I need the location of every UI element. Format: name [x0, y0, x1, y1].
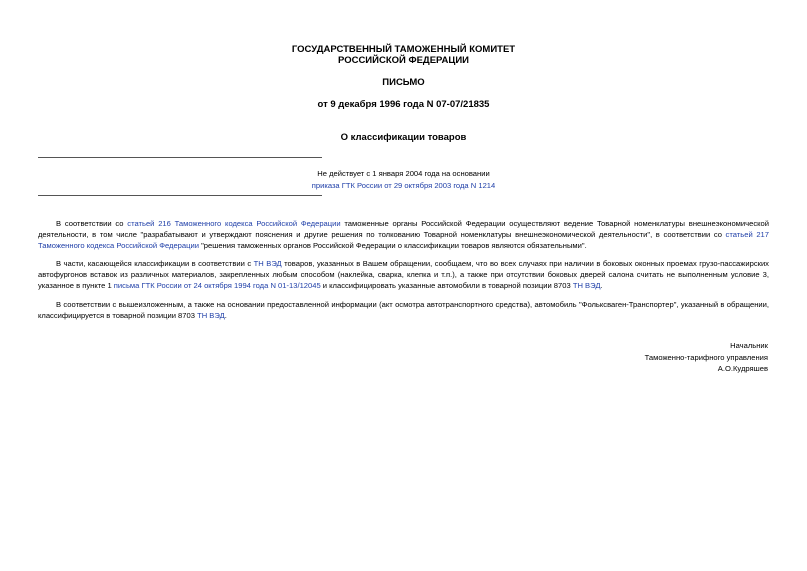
status-note-link-row: [0, 180, 807, 191]
link-tn-ved-3[interactable]: ТН ВЭД: [197, 311, 225, 320]
link-tn-ved-1[interactable]: ТН ВЭД: [253, 259, 282, 268]
document-date-number: от 9 декабря 1996 года N 07-07/21835: [317, 99, 490, 110]
paragraph-2: [38, 258, 769, 291]
link-article-216[interactable]: статьей 216 Таможенного кодекса Российской Федерации: [127, 219, 341, 228]
link-tn-ved-2[interactable]: ТН ВЭД: [572, 281, 601, 290]
bottom-divider: [38, 195, 322, 196]
document-type: ПИСЬМО: [382, 77, 425, 88]
document-subject: О классификации товаров: [340, 132, 467, 143]
p2-text-4: .: [600, 281, 603, 290]
signature-position: Начальник: [730, 341, 768, 350]
status-note-link[interactable]: приказа ГТК России от 29 октября 2003 года N 1214: [311, 181, 496, 190]
p2-text-2: товаров, указанных в Вашем обращении, сообщаем, что во всех случаях при наличии в боковых оконных проемах грузо-пассажирских автофургонов вставок из различных материалов, закрепленных любым способом (наклейка, сварка, клепка и т.п.), а также при отсутствии боковых дверей салона считать не выполненным условие 3, указанное в пункте 1: [38, 259, 769, 290]
p2-text-1: В части, касающейся классификации в соответствии с: [56, 259, 254, 268]
status-note-text: Не действует с 1 января 2004 года на основании: [317, 169, 490, 178]
issuer-line-1: ГОСУДАРСТВЕННЫЙ ТАМОЖЕННЫЙ КОМИТЕТ: [291, 44, 516, 55]
signature-name: А.О.Кудряшев: [717, 364, 768, 373]
issuer-line-2: РОССИЙСКОЙ ФЕДЕРАЦИИ: [337, 55, 469, 66]
p2-text-3: и классифицировать указанные автомобили в товарной позиции 8703: [320, 281, 573, 290]
p1-text-1: В соответствии со: [56, 219, 128, 228]
link-gtk-letter-1994[interactable]: письма ГТК России от 24 октября 1994 года N 01-13/12045: [113, 281, 321, 290]
signature-block: [645, 340, 768, 375]
p1-text-3: "решения таможенных органов Российской Федерации о классификации товаров являются обязательными".: [198, 241, 587, 250]
p3-text-1: В соответствии с вышеизложенным, а также на основании предоставленной информации (акт осмотра автотранспортного средства), автомобиль "Фольксваген-Транспортер", указанный в обращении, классифицируется в товарной позиции 8703: [38, 300, 769, 320]
p3-text-2: .: [224, 311, 227, 320]
link-article-217[interactable]: статьей 217 Таможенного кодекса Российской Федерации: [38, 230, 769, 250]
top-divider: [38, 157, 322, 158]
paragraph-1: [38, 218, 769, 251]
signature-department: Таможенно-тарифного управления: [644, 352, 768, 362]
paragraph-3: [38, 299, 769, 321]
p1-text-2: таможенные органы Российской Федерации осуществляют ведение Товарной номенклатуры внешнеэкономической деятельности, в том числе "разрабатывают и утверждают пояснения и другие решения по толкованию Товарной номенклатуры внешнеэкономической деятельности", в соответствии со: [38, 219, 769, 239]
